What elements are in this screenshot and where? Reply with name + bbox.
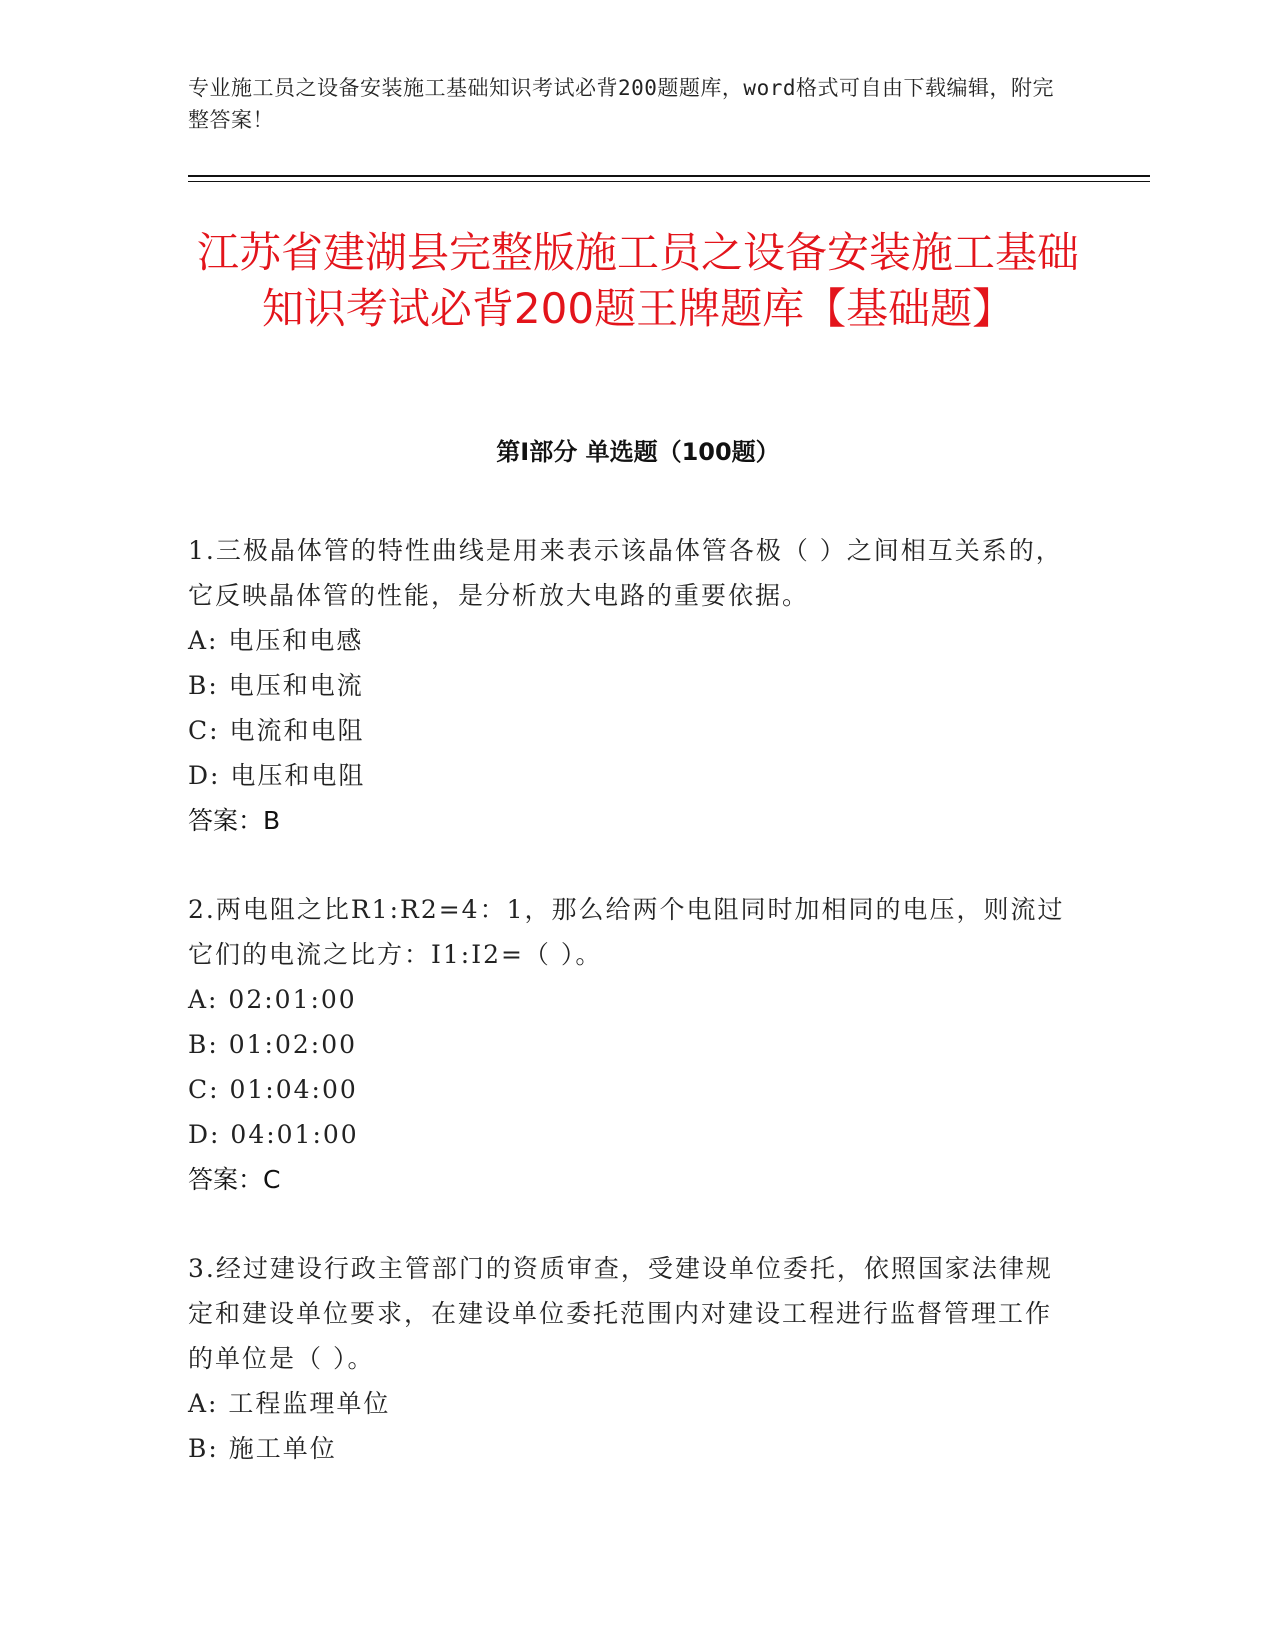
question-stem: 1.三极晶体管的特性曲线是用来表示该晶体管各极（ ）之间相互关系的，它反映晶体管的性能，是分析放大电路的重要依据。 [188,536,1063,610]
document-title: 江苏省建湖县完整版施工员之设备安装施工基础知识考试必背200题王牌题库【基础题】 [196,228,1079,333]
question-item [188,1246,1068,1471]
option-d: D: 电压和电阻 [188,761,366,790]
question-item [188,887,1068,1202]
header-rule-thin [188,181,1150,182]
option-c: C: 01:04:00 [188,1075,358,1104]
question-stem: 3.经过建设行政主管部门的资质审查，受建设单位委托，依照国家法律规定和建设单位要求，在建设单位委托范围内对建设工程进行监督管理工作的单位是（ ）。 [188,1254,1053,1373]
option-b: B: 电压和电流 [188,671,364,700]
option-d: D: 04:01:00 [188,1120,359,1149]
header-note: 专业施工员之设备安装施工基础知识考试必背200题题库，word格式可自由下载编辑，附完整答案！ [188,76,1054,132]
question-item [188,528,1068,843]
option-c: C: 电流和电阻 [188,716,365,745]
option-a: A: 工程监理单位 [188,1389,391,1418]
question-stem: 2.两电阻之比R1:R2=4：1，那么给两个电阻同时加相同的电压，则流过它们的电流之比方：I1:I2=（ ）。 [188,895,1065,969]
header-rule-thick [188,175,1150,177]
section-title: 第I部分 单选题（100题） [496,438,780,466]
option-a: A: 电压和电感 [188,626,364,655]
option-b: B: 01:02:00 [188,1030,358,1059]
answer-line: 答案：B [188,806,281,835]
option-a: A: 02:01:00 [188,985,357,1014]
question-list [188,528,1068,1515]
answer-line: 答案：C [188,1165,281,1194]
option-b: B: 施工单位 [188,1434,337,1463]
